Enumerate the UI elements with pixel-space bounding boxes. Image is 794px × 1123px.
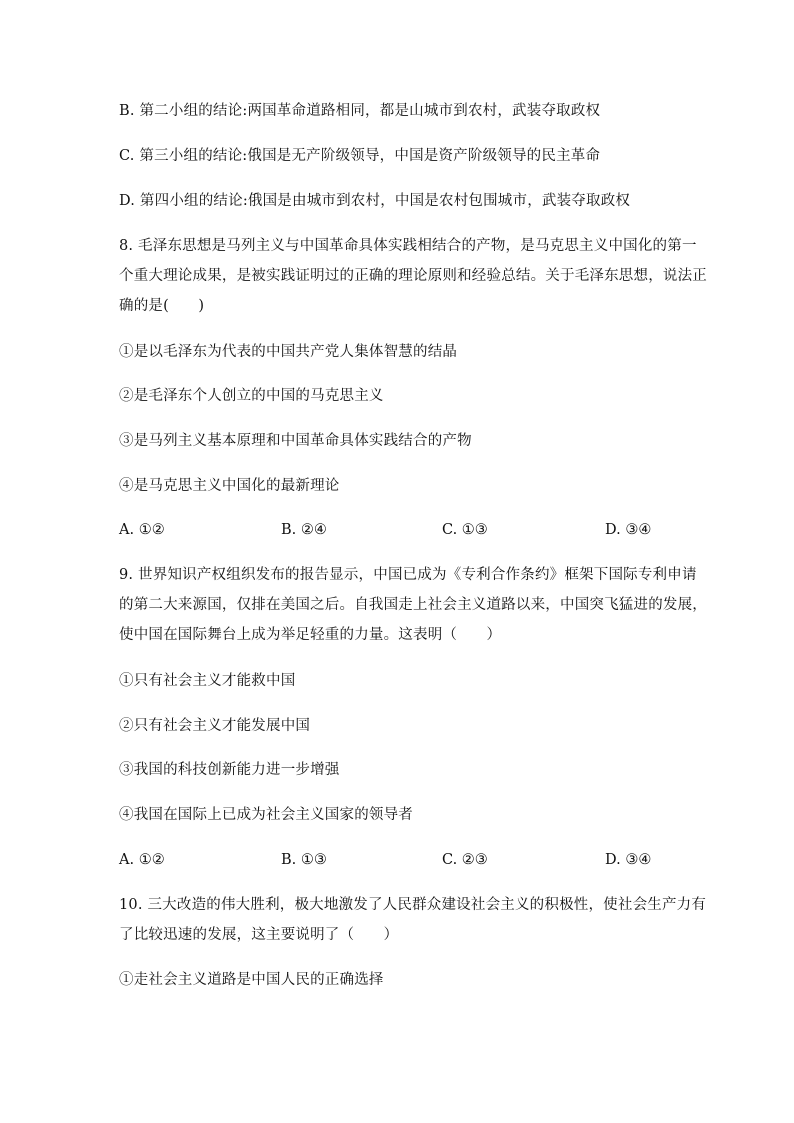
q8-option-a: A. ①② xyxy=(119,522,165,538)
q10-stem-line-2: 了比较迅速的发展，这主要说明了（ ） xyxy=(119,927,399,943)
q8-statement-2: ②是毛泽东个人创立的中国的马克思主义 xyxy=(119,388,384,404)
q8-statement-1: ①是以毛泽东为代表的中国共产党人集体智慧的结晶 xyxy=(119,344,458,360)
q9-answer-options xyxy=(119,850,679,870)
q8-statement-4: ④是马克思主义中国化的最新理论 xyxy=(119,478,340,494)
q10-statement-1: ①走社会主义道路是中国人民的正确选择 xyxy=(119,972,384,988)
q9-stem-line-3: 使中国在国际舞台上成为举足轻重的力量。这表明（ ） xyxy=(119,627,502,643)
q8-option-c: C. ①③ xyxy=(442,522,488,538)
q8-statement-3: ③是马列主义基本原理和中国革命具体实践结合的产物 xyxy=(119,433,472,449)
q8-option-d: D. ③④ xyxy=(605,522,652,538)
q7-option-c: C. 第三小组的结论:俄国是无产阶级领导，中国是资产阶级领导的民主革命 xyxy=(119,148,601,164)
q9-option-c: C. ②③ xyxy=(442,852,488,868)
q10-stem-line-1: 10. 三大改造的伟大胜利，极大地激发了人民群众建设社会主义的积极性，使社会生产力有 xyxy=(119,897,707,913)
q9-statement-3: ③我国的科技创新能力进一步增强 xyxy=(119,762,340,778)
q8-stem-line-1: 8. 毛泽东思想是马列主义与中国革命具体实践相结合的产物，是马克思主义中国化的第一 xyxy=(119,238,697,254)
q7-option-d: D. 第四小组的结论:俄国是由城市到农村，中国是农村包围城市，武装夺取政权 xyxy=(119,193,631,209)
q9-statement-2: ②只有社会主义才能发展中国 xyxy=(119,718,311,734)
q9-statement-1: ①只有社会主义才能救中国 xyxy=(119,673,296,689)
q9-option-a: A. ①② xyxy=(119,852,165,868)
q9-stem-line-1: 9. 世界知识产权组织发布的报告显示，中国已成为《专利合作条约》框架下国际专利申请 xyxy=(119,567,697,583)
q8-stem-line-2: 个重大理论成果，是被实践证明过的正确的理论原则和经验总结。关于毛泽东思想，说法正 xyxy=(119,268,707,284)
q9-stem-line-2: 的第二大来源国，仅排在美国之后。自我国走上社会主义道路以来，中国突飞猛进的发展， xyxy=(119,597,707,613)
q8-answer-options xyxy=(119,520,679,540)
q8-option-b: B. ②④ xyxy=(281,522,327,538)
q7-option-b: B. 第二小组的结论:两国革命道路相同，都是山城市到农村，武装夺取政权 xyxy=(119,103,601,119)
q9-statement-4: ④我国在国际上已成为社会主义国家的领导者 xyxy=(119,807,413,823)
q9-option-d: D. ③④ xyxy=(605,852,652,868)
q8-stem-line-3: 确的是( ) xyxy=(119,298,205,314)
q9-option-b: B. ①③ xyxy=(281,852,327,868)
